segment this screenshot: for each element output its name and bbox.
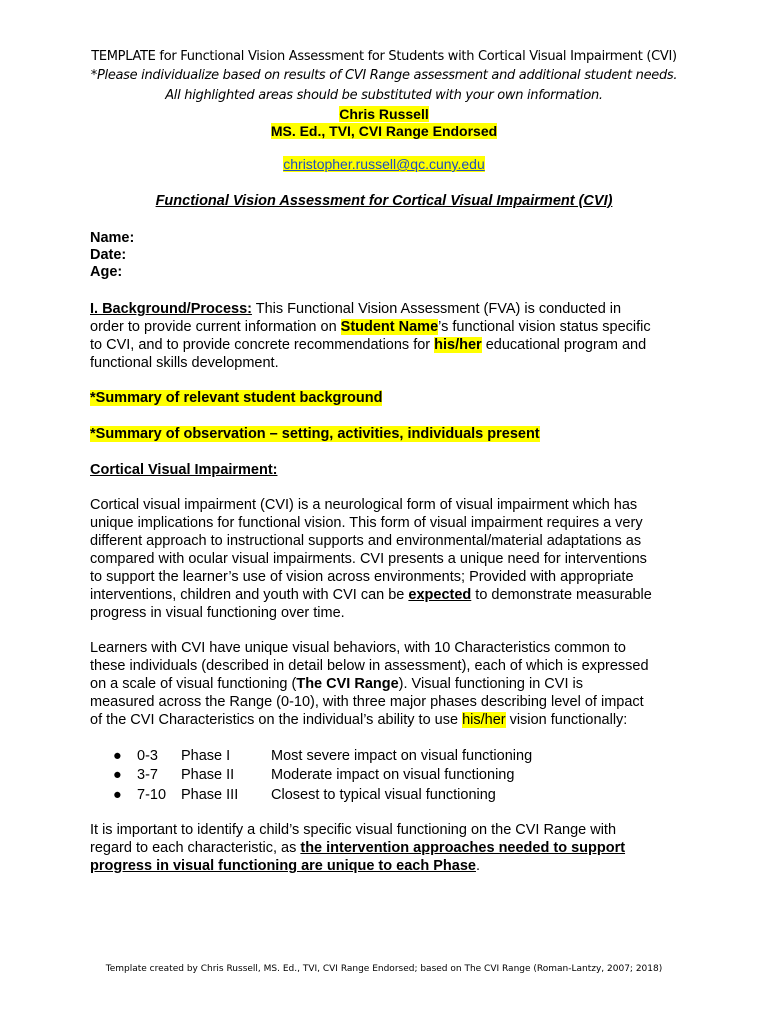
phase-name: Phase III [181, 787, 239, 803]
cvi-p2-line: these individuals (described in detail below in assessment), each of which is expressed [90, 658, 649, 674]
cvi-paragraph-1 [90, 496, 690, 622]
cvi-range-bold: The CVI Range [296, 676, 399, 692]
background-line-4: functional skills development. [90, 355, 279, 371]
cvi-p1-line: compared with ocular visual impairments. CVI presents a unique need for interventions [90, 551, 647, 567]
cvi-p2-line-3-post: ). Visual functioning in CVI is [398, 676, 583, 692]
age-label: Age: [90, 264, 123, 280]
summary-observation: *Summary of observation – setting, activities, individuals present [90, 426, 540, 442]
bullet-icon: ● [113, 787, 122, 803]
email-link[interactable]: christopher.russell@qc.cuny.edu [283, 156, 485, 172]
phase-name: Phase II [181, 767, 235, 783]
cvi-p2-line-5-post: vision functionally: [505, 712, 628, 728]
summary-background: *Summary of relevant student background [90, 390, 383, 406]
cvi-p1-line: Cortical visual impairment (CVI) is a neurological form of visual impairment which has [90, 497, 638, 513]
template-note-2: All highlighted areas should be substituted with your own information. [165, 88, 603, 103]
cvi-p1-line-6-post: to demonstrate measurable [471, 587, 652, 603]
summary-observation-block [90, 425, 690, 443]
cvi-p2-line-3-pre: on a scale of visual functioning ( [90, 676, 297, 692]
template-title: TEMPLATE for Functional Vision Assessment for Students with Cortical Visual Impairment (CVI) [91, 49, 677, 64]
phase-description: Moderate impact on visual functioning [271, 767, 515, 783]
date-label: Date: [90, 247, 127, 263]
cvi-heading: Cortical Visual Impairment: [90, 462, 278, 478]
background-line-3-post: educational program and [481, 337, 647, 353]
closing-line-1: It is important to identify a child’s specific visual functioning on the CVI Range with [90, 822, 617, 838]
template-note-1: *Please individualize based on results of CVI Range assessment and additional student needs. [90, 68, 678, 83]
background-paragraph [90, 300, 690, 372]
closing-period: . [475, 858, 480, 874]
cvi-p2-line: Learners with CVI have unique visual behaviors, with 10 Characteristics common to [90, 640, 626, 656]
background-heading: I. Background/Process: [90, 301, 252, 317]
cvi-p1-line: different approach to instructional supports and environmental/material adaptations as [90, 533, 642, 549]
author-credentials: MS. Ed., TVI, CVI Range Endorsed [270, 123, 498, 139]
closing-emphasis-2: progress in visual functioning are unique to each Phase [90, 858, 476, 874]
background-line-2-pre: order to provide current information on [90, 319, 341, 335]
bullet-icon: ● [113, 767, 122, 783]
closing-emphasis-1: the intervention approaches needed to support [300, 840, 626, 856]
credentials-block [0, 122, 768, 140]
cvi-p1-line: to support the learner’s use of vision across environments; Provided with appropriate [90, 569, 634, 585]
bullet-icon: ● [113, 748, 122, 764]
closing-paragraph [90, 821, 690, 875]
phase-description: Closest to typical visual functioning [271, 787, 496, 803]
cvi-p1-line: progress in visual functioning over time. [90, 605, 345, 621]
background-line-2-post: ’s functional vision status specific [438, 319, 651, 335]
name-label: Name: [90, 230, 135, 246]
cvi-p2-line: measured across the Range (0-10), with three major phases describing level of impact [90, 694, 644, 710]
cvi-p2-line-5-pre: of the CVI Characteristics on the individual’s ability to use [90, 712, 463, 728]
expected-emphasis: expected [408, 587, 472, 603]
phase-range: 7-10 [137, 787, 167, 803]
background-line-1: This Functional Vision Assessment (FVA) is conducted in [251, 301, 622, 317]
cvi-paragraph-2 [90, 639, 690, 729]
phase-range: 3-7 [137, 767, 158, 783]
summary-background-block [90, 389, 690, 407]
his-her-placeholder-2: his/her [462, 712, 506, 728]
email-block [0, 155, 768, 173]
cvi-p1-line-6-pre: interventions, children and youth with CVI can be [90, 587, 409, 603]
phase-name: Phase I [181, 748, 231, 764]
document-title: Functional Vision Assessment for Cortical Visual Impairment (CVI) [155, 193, 613, 209]
phase-range: 0-3 [137, 748, 158, 764]
page-footer: Template created by Chris Russell, MS. Ed., TVI, CVI Range Endorsed; based on The CVI Range (Roman-Lantzy, 2007; 2018) [105, 964, 663, 974]
cvi-p1-line: unique implications for functional vision. This form of visual impairment requires a very [90, 515, 643, 531]
author-block [0, 105, 768, 123]
closing-line-2-pre: regard to each characteristic, as [90, 840, 301, 856]
background-line-3-pre: to CVI, and to provide concrete recommendations for [90, 337, 435, 353]
phase-description: Most severe impact on visual functioning [271, 748, 533, 764]
author-name: Chris Russell [339, 106, 429, 122]
his-her-placeholder: his/her [434, 337, 482, 353]
student-name-placeholder: Student Name [340, 319, 439, 335]
